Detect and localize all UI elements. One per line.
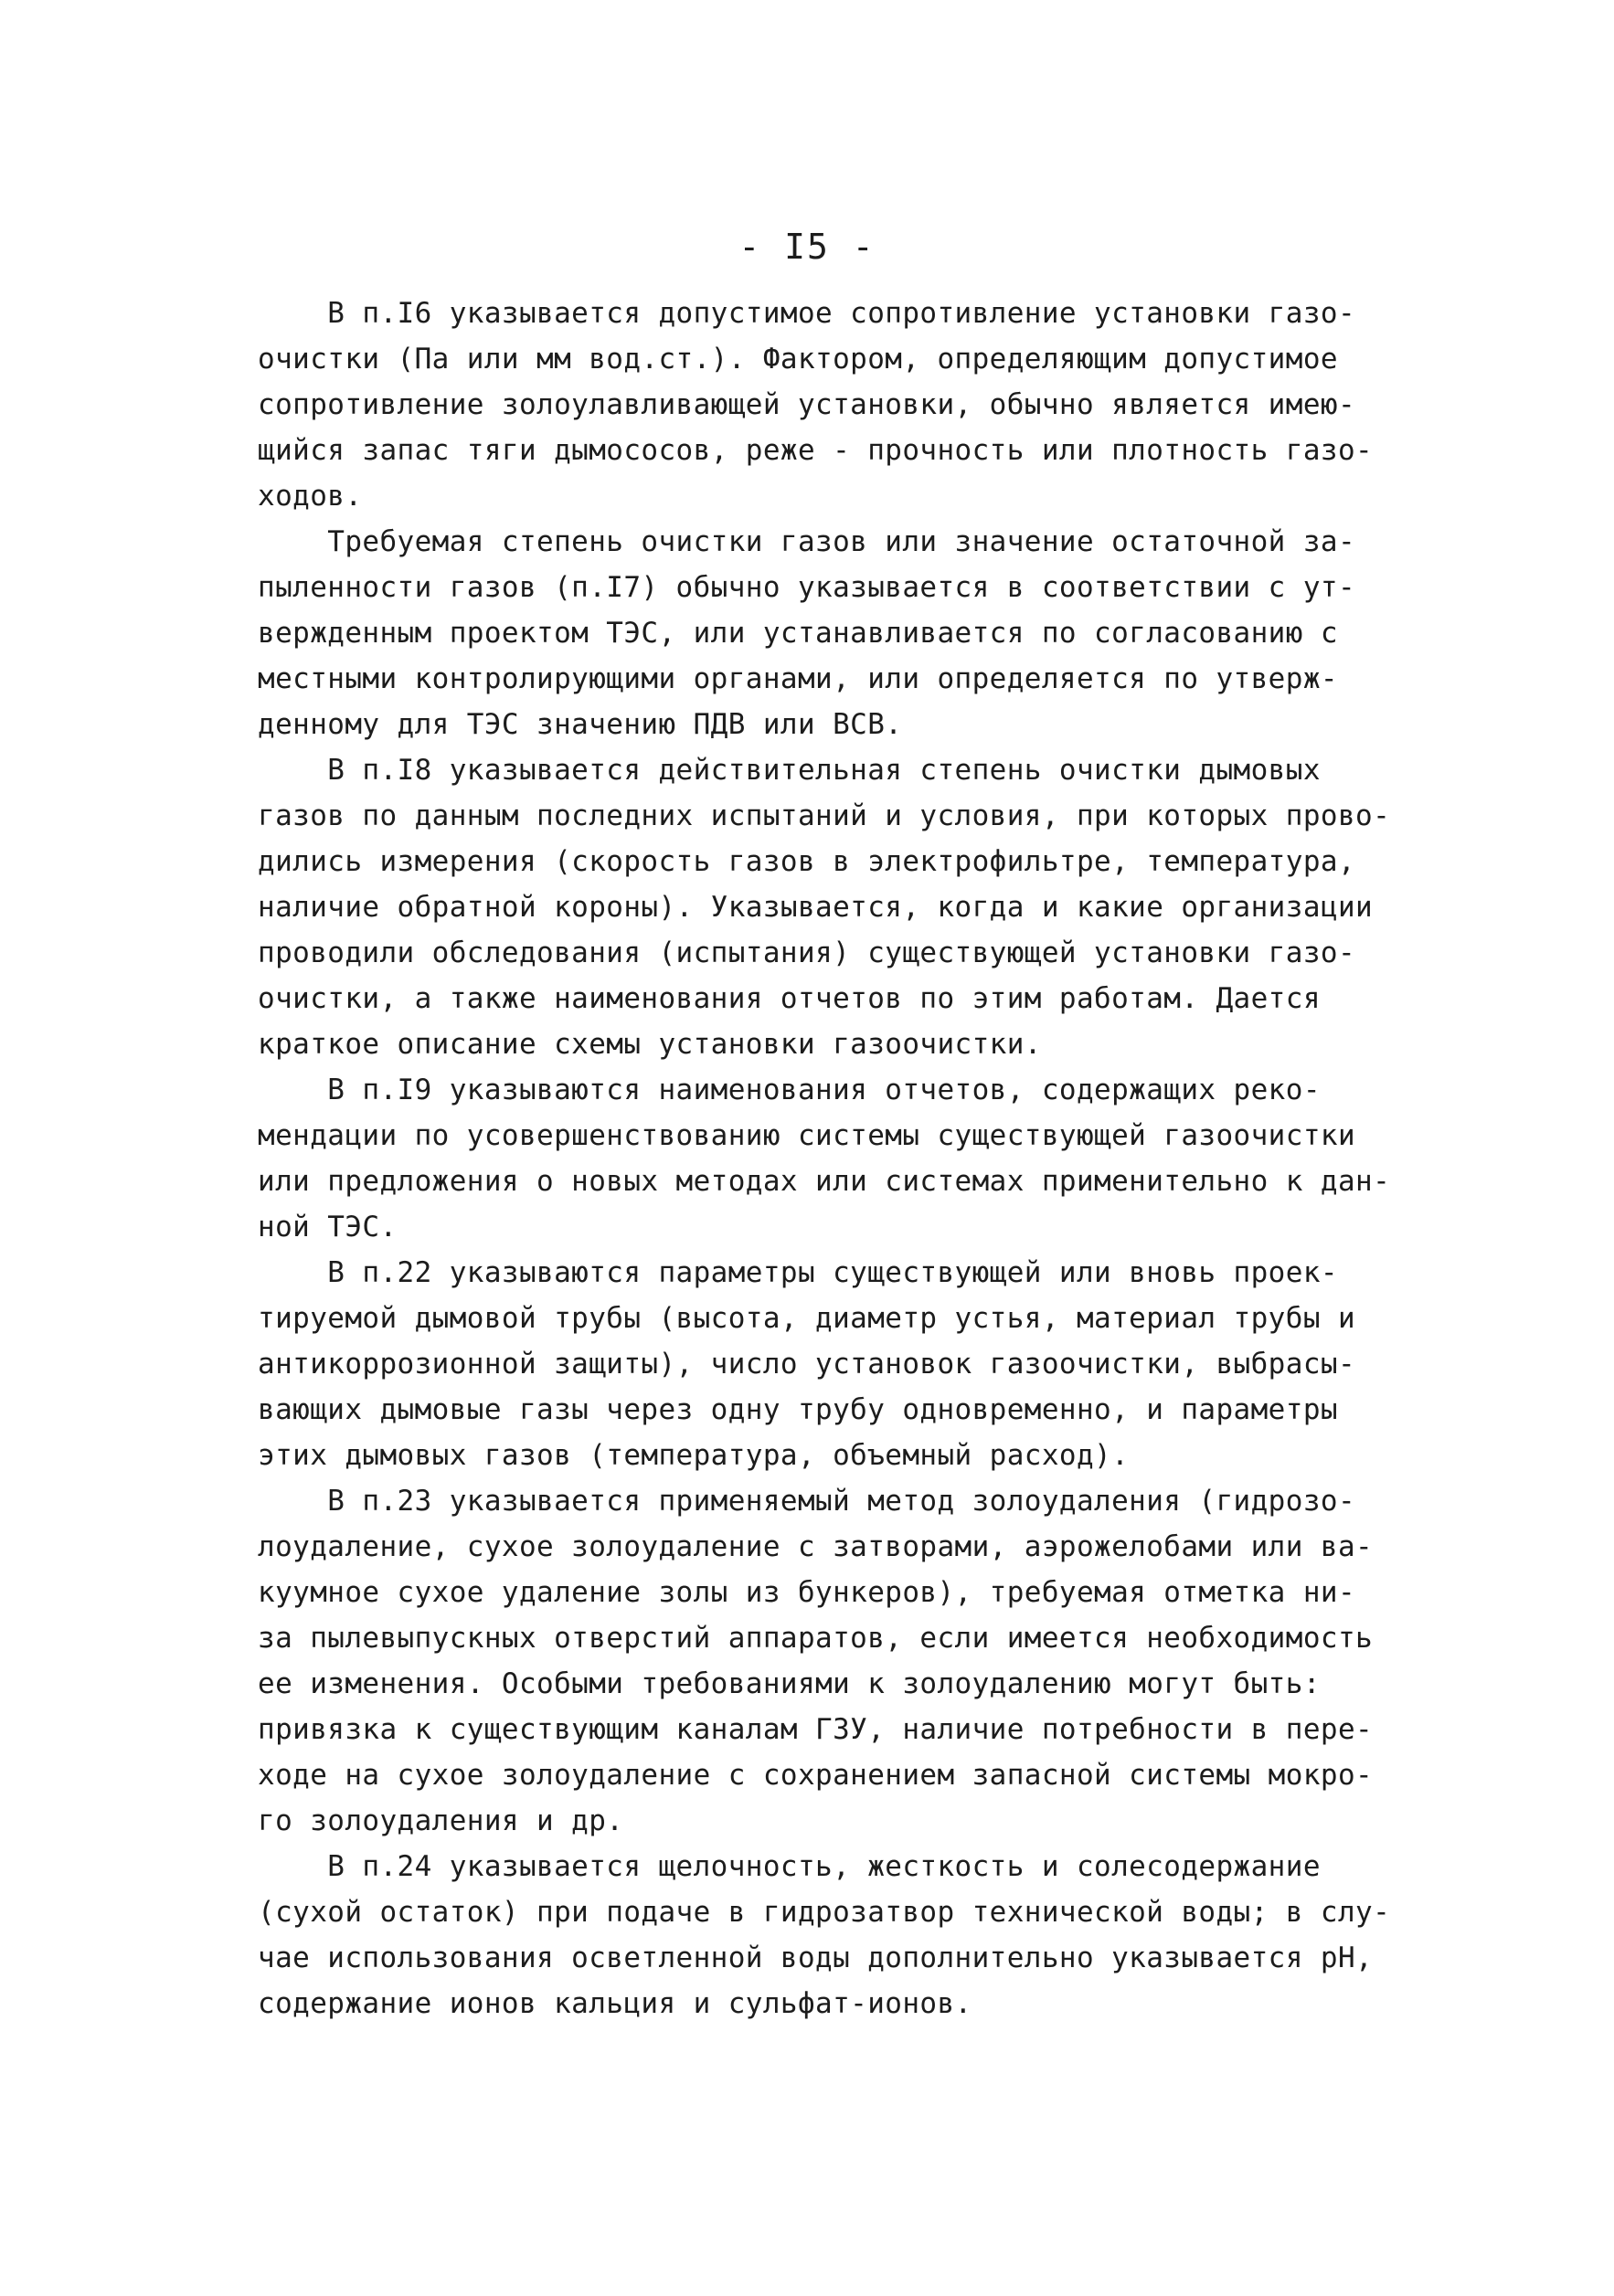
text-line: куумное сухое удаление золы из бункеров), требуемая отметка ни- bbox=[258, 1576, 1356, 1609]
text-line: краткое описание схемы установки газоочистки. bbox=[258, 1028, 1042, 1061]
text-line: В п.I6 указывается допустимое сопротивление установки газо- bbox=[258, 297, 1356, 330]
text-line: за пылевыпускных отверстий аппаратов, если имеется необходимость bbox=[258, 1622, 1374, 1655]
text-line: В п.23 указывается применяемый метод золоудаления (гидрозо- bbox=[258, 1485, 1356, 1518]
text-line: ходе на сухое золоудаление с сохранением запасной системы мокро- bbox=[258, 1759, 1374, 1792]
text-line: Требуемая степень очистки газов или значение остаточной за- bbox=[258, 525, 1356, 558]
body-text bbox=[258, 291, 1391, 2026]
text-line: антикоррозионной защиты), число установок газоочистки, выбрасы- bbox=[258, 1348, 1356, 1381]
text-line: вающих дымовые газы через одну трубу одновременно, и параметры bbox=[258, 1393, 1338, 1426]
text-line: В п.I8 указывается действительная степень очистки дымовых bbox=[258, 754, 1321, 787]
text-line: очистки (Па или мм вод.ст.). Фактором, определяющим допустимое bbox=[258, 343, 1338, 376]
text-line: местными контролирующими органами, или определяется по утверж- bbox=[258, 662, 1338, 695]
text-line: очистки, а также наименования отчетов по этим работам. Дается bbox=[258, 982, 1321, 1015]
text-line: ее изменения. Особыми требованиями к золоудалению могут быть: bbox=[258, 1667, 1321, 1700]
text-line: В п.22 указываются параметры существующей или вновь проек- bbox=[258, 1256, 1338, 1289]
text-line: мендации по усовершенствованию системы существующей газоочистки bbox=[258, 1119, 1356, 1152]
text-line: лоудаление, сухое золоудаление с затворами, аэрожелобами или ва- bbox=[258, 1530, 1374, 1563]
text-line: вержденным проектом ТЭС, или устанавливается по согласованию с bbox=[258, 617, 1338, 650]
text-line: этих дымовых газов (температура, объемный расход). bbox=[258, 1439, 1130, 1472]
text-line: денному для ТЭС значению ПДВ или ВСВ. bbox=[258, 708, 903, 741]
text-line: пыленности газов (п.I7) обычно указывается в соответствии с ут- bbox=[258, 571, 1356, 604]
text-line: содержание ионов кальция и сульфат-ионов. bbox=[258, 1987, 972, 2020]
text-line: тируемой дымовой трубы (высота, диаметр устья, материал трубы и bbox=[258, 1302, 1356, 1335]
text-line: чае использования осветленной воды дополнительно указывается pH, bbox=[258, 1942, 1374, 1974]
text-line: В п.I9 указываются наименования отчетов, содержащих реко- bbox=[258, 1074, 1321, 1106]
text-line: газов по данным последних испытаний и условия, при которых прово- bbox=[258, 799, 1391, 832]
text-line: ной ТЭС. bbox=[258, 1211, 398, 1243]
text-line: наличие обратной короны). Указывается, когда и какие организации bbox=[258, 891, 1374, 924]
text-line: сопротивление золоулавливающей установки, обычно является имею- bbox=[258, 388, 1356, 421]
text-line: го золоудаления и др. bbox=[258, 1804, 624, 1837]
text-line: привязка к существующим каналам ГЗУ, наличие потребности в пере- bbox=[258, 1713, 1374, 1746]
text-line: проводили обследования (испытания) существующей установки газо- bbox=[258, 936, 1356, 969]
text-line: В п.24 указывается щелочность, жесткость и солесодержание bbox=[258, 1850, 1321, 1883]
text-line: или предложения о новых методах или системах применительно к дан- bbox=[258, 1165, 1391, 1198]
text-line: щийся запас тяги дымососов, реже - прочность или плотность газо- bbox=[258, 434, 1374, 467]
page-number: - I5 - bbox=[738, 227, 876, 267]
text-line: дились измерения (скорость газов в электрофильтре, температура, bbox=[258, 845, 1356, 878]
text-line: ходов. bbox=[258, 480, 363, 513]
text-line: (сухой остаток) при подаче в гидрозатвор технической воды; в слу- bbox=[258, 1896, 1391, 1929]
